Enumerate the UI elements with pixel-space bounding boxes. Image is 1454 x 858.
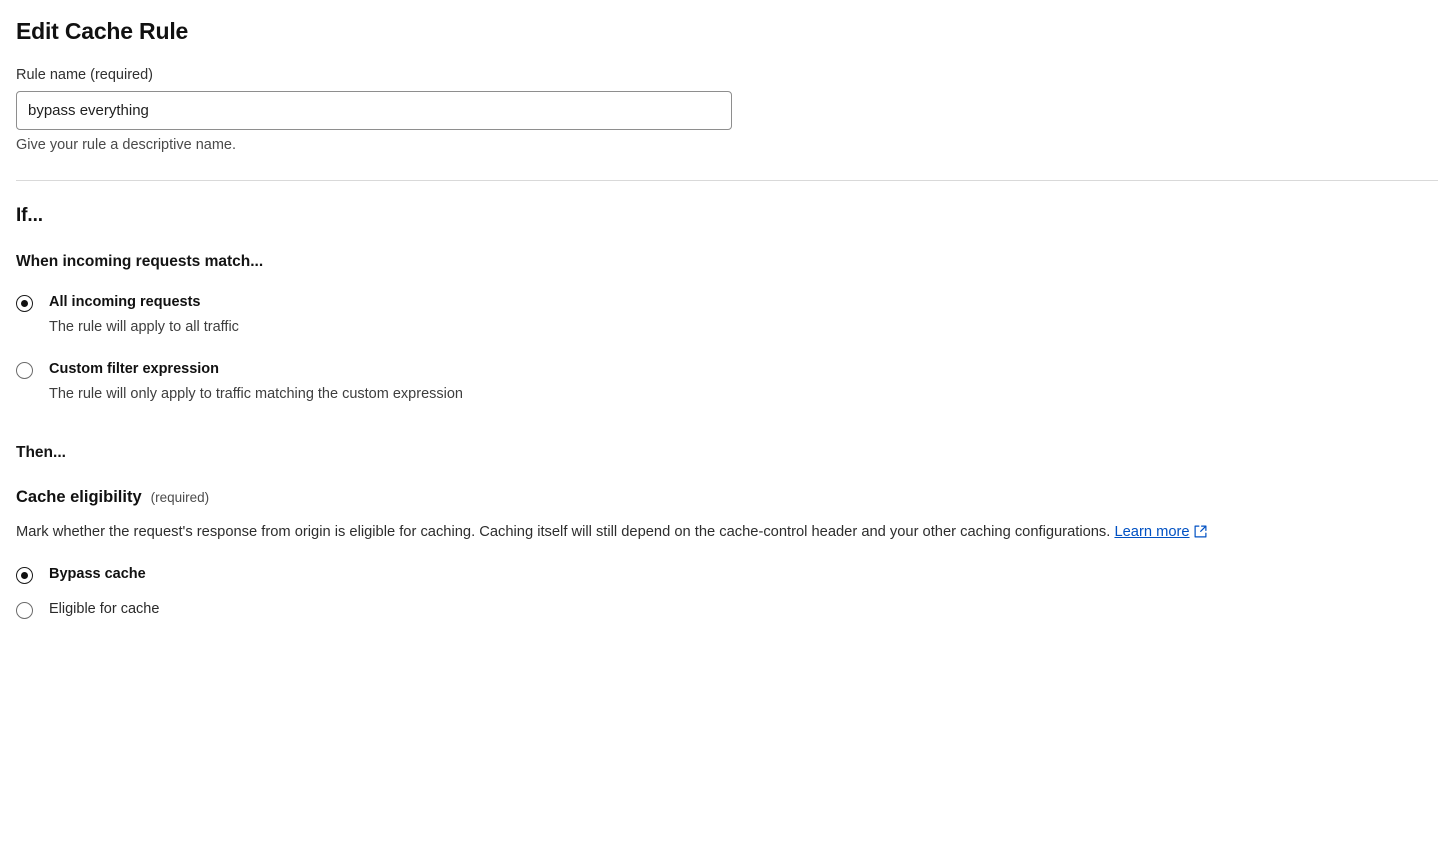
cache-eligibility-label: Cache eligibility: [16, 488, 142, 507]
rule-name-input[interactable]: [16, 91, 732, 130]
cache-eligibility-radio-group: [16, 565, 1438, 619]
then-section-heading: Then...: [16, 444, 66, 462]
rule-name-field-group: [16, 67, 1438, 153]
page-title: Edit Cache Rule: [16, 18, 189, 44]
radio-option-eligible-for-cache[interactable]: [16, 600, 1438, 620]
cache-eligibility-description-text: Mark whether the request's response from origin is eligible for caching. Caching itself will still depend on the cache-control header and your other caching configurations.: [16, 524, 1115, 541]
cache-eligibility-required-note: (required): [150, 490, 210, 506]
learn-more-link[interactable]: Learn more: [1114, 524, 1190, 541]
radio-label-all-incoming-requests: All incoming requests: [49, 294, 201, 310]
if-section-subheading: When incoming requests match...: [16, 253, 264, 270]
radio-option-all-incoming-requests[interactable]: [16, 293, 1438, 337]
if-section-heading: If...: [16, 205, 43, 226]
section-divider: [16, 180, 1438, 181]
rule-name-help-text: Give your rule a descriptive name.: [16, 137, 237, 153]
external-link-icon[interactable]: [1194, 523, 1207, 545]
if-section: [16, 205, 1438, 404]
then-section: [16, 444, 1438, 619]
rule-name-label: Rule name (required): [16, 67, 154, 83]
radio-indicator-custom-filter-expression[interactable]: [16, 362, 33, 379]
cache-eligibility-description: [16, 521, 1436, 545]
radio-label-eligible-for-cache: Eligible for cache: [49, 600, 160, 617]
radio-option-custom-filter-expression[interactable]: [16, 360, 1438, 404]
radio-desc-custom-filter-expression: The rule will only apply to traffic matching the custom expression: [49, 385, 463, 402]
radio-indicator-bypass-cache[interactable]: [16, 567, 33, 584]
cache-eligibility-heading: [16, 488, 1438, 507]
incoming-requests-radio-group: [16, 293, 1438, 404]
radio-option-bypass-cache[interactable]: [16, 565, 1438, 585]
radio-label-bypass-cache: Bypass cache: [49, 566, 146, 583]
radio-desc-all-incoming-requests: The rule will apply to all traffic: [49, 318, 239, 335]
radio-indicator-eligible-for-cache[interactable]: [16, 602, 33, 619]
radio-indicator-all-incoming-requests[interactable]: [16, 295, 33, 312]
radio-label-custom-filter-expression: Custom filter expression: [49, 361, 220, 378]
